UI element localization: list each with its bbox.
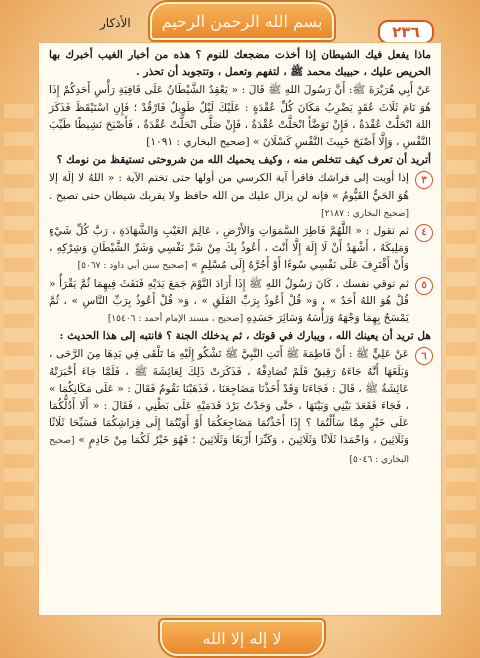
- item-text: إذا أويت إلى فراشك فاقرأ آية الكرسي من أولها حتى تختم الآية : « اللهُ لا إلَهَ إلا هُوَ الحَيُّ القَيُّومُ » فإنه لن يزال عليك من الله حافظ ولا يقربك شيطان حتى تصبح .: [49, 172, 409, 202]
- item-reference: [صحيح البخاري : ٥٠٤٦]: [49, 436, 409, 465]
- left-ornament: [4, 90, 34, 570]
- item-text: ثم توقي نفسك ، كَانَ رَسُولُ اللهِ ﷺ إِذَا أَرَادَ النَّوْمَ جَمَعَ يَدَيْهِ فَنَفَثَ فِيهِمَا ثُمَّ يَقْرَأُ « قُلْ هُوَ اللهُ أَحَدٌ » ، وَ« قُلْ أَعُوذُ بِرَبِّ الفَلَقِ » ، وَ« قُلْ أَعُوذُ بِرَبِّ النَّاسِ » ، ثُمَّ يَمْسَحُ بِهِمَا وَجْهَهُ وَرَأْسَهُ وَسَائِرَ جَسَدِهِ: [49, 277, 409, 325]
- list-item: [49, 223, 431, 276]
- item-text: عَنْ عَلِيٍّ ﷺ : أَنَّ فَاطِمَةَ ﷺ أَتَتِ النَّبِيَّ ﷺ تَشْكُو إِلَيْهِ مَا تَلْقَى فِي يَدِهَا مِنَ الرَّحَى ، وَبَلَغَهَا أَنَّهُ جَاءَهُ رَقِيقٌ فَلَمْ تُصَادِفْهُ ، فَذَكَرَتْ ذَلِكَ لِعَائِشَةَ ﷺ ، فَلَمَّا جَاءَ أَخْبَرَتْهُ عَائِشَةُ ﷺ ، قَالَ : فَجَاءَنَا وَقَدْ أَخَذْنَا مَضَاجِعَنَا ، فَذَهَبْنَا نَقُومُ فَقَالَ : « عَلَى مَكَانِكُمَا » ، فَجَاءَ فَقَعَدَ بَيْنِي وَبَيْنَهَا ، حَتَّى وَجَدْتُ بَرْدَ قَدَمَيْهِ عَلَى بَطْنِي ، فَقَالَ : « أَلَا أَدُلُّكُمَا عَلَى خَيْرٍ مِمَّا سَأَلْتُمَا ؟ إِذَا أَخَذْتُمَا مَضَاجِعَكُمَا أَوْ أَوَيْتُمَا إِلَى فِرَاشِكُمَا فَسَبِّحَا ثَلَاثًا وَثَلَاثِينَ ، وَاحْمَدَا ثَلَاثًا وَثَلَاثِينَ ، وَكَبِّرَا أَرْبَعًا وَثَلَاثِينَ ؛ فَهُوَ خَيْرٌ لَكُمَا مِنْ خَادِمٍ »: [49, 348, 409, 447]
- item-number-badge: ٤: [415, 224, 433, 242]
- item-reference: [صحيح البخاري : ٢١٨٧]: [321, 208, 409, 219]
- page-content: [38, 42, 442, 616]
- question-2: أتريد أن تعرف كيف تتخلص منه ، وكيف يحميك الله من شروحتى تستيقظ من نومك ؟: [56, 154, 431, 167]
- item-number-badge: ٥: [415, 277, 433, 295]
- intro-question: ماذا يفعل فيك الشيطان إذا أخذت مضجعك للنوم ؟ هذه من أخبار الغيب أخبرك بها الحريص عليك ، حبيبك محمد ﷺ ، لتفهم وتعمل ، وتتجوبد أن تحذر .: [49, 49, 431, 79]
- question-3: هل تريد أن يعينك الله ، ويبارك في قوتك ، ثم يدخلك الجنة ؟ فانتبه إلى هذا الحديث :: [59, 330, 431, 343]
- list-item: [49, 276, 431, 329]
- item-number-badge: ٦: [415, 347, 433, 365]
- section-title: الأذكار: [100, 16, 131, 30]
- tawhid-banner: لا إله إلا الله: [160, 620, 324, 656]
- basmala-banner: بسم الله الرحمن الرحيم: [150, 2, 334, 40]
- right-ornament: [446, 90, 476, 570]
- item-reference: [صحيح سنن أبي داود : ٥٠٦٧]: [77, 261, 188, 272]
- intro-hadith: عَنْ أَبِي هُرَيْرَةَ ﷺ: أَنَّ رَسُولَ اللهِ ﷺ قَالَ : « يَعْقِدُ الشَّيْطَانُ عَلَى قَافِيَةِ رَأْسِ أَحَدِكُمْ إِذَا هُوَ نَامَ ثَلَاثَ عُقَدٍ يَضْرِبُ مَكَانَ كُلِّ عُقْدَةٍ : عَلَيْكَ لَيْلٌ طَوِيلٌ فَارْقُدْ ؛ فَإِنِ اسْتَيْقَظَ فَذَكَرَ اللهَ انْحَلَّتْ عُقْدَةٌ ، فَإِنْ تَوَضَّأَ انْحَلَّتْ عُقْدَةٌ ، فَإِنْ صَلَّى انْحَلَّتْ عُقْدَةٌ ، فَأَصْبَحَ نَشِيطًا طَيِّبَ النَّفْسِ ، وَإِلَّا أَصْبَحَ خَبِيثَ النَّفْسِ كَسْلَانَ » [صحيح البخاري : ١٠٩١]: [49, 84, 431, 149]
- list-item: [49, 170, 431, 223]
- item-text: ثم تقول : « اللَّهُمَّ فَاطِرَ السَّمَوَاتِ وَالأَرْضِ ، عَالِمَ الغَيْبِ وَالشَّهَادَةِ ، رَبَّ كُلِّ شَيْءٍ وَمَلِيكَهُ ، أَشْهَدُ أَنْ لَا إِلَهَ إِلَّا أَنْتَ ، أَعُوذُ بِكَ مِنْ شَرِّ نَفْسِي وَشَرِّ الشَّيْطَانِ وَشِرْكِهِ ، وَأَنْ أَقْتَرِفَ عَلَى نَفْسِي سُوءًا أَوْ أَجُرَّهُ إِلَى مُسْلِمٍ »: [49, 225, 409, 272]
- list-item: [49, 346, 431, 468]
- item-number-badge: ٣: [415, 171, 433, 189]
- item-reference: [صحيح ، مسند الإمام أحمد : ١٥٤٠٦]: [107, 314, 244, 325]
- page-number: ٢٣٦: [378, 20, 434, 44]
